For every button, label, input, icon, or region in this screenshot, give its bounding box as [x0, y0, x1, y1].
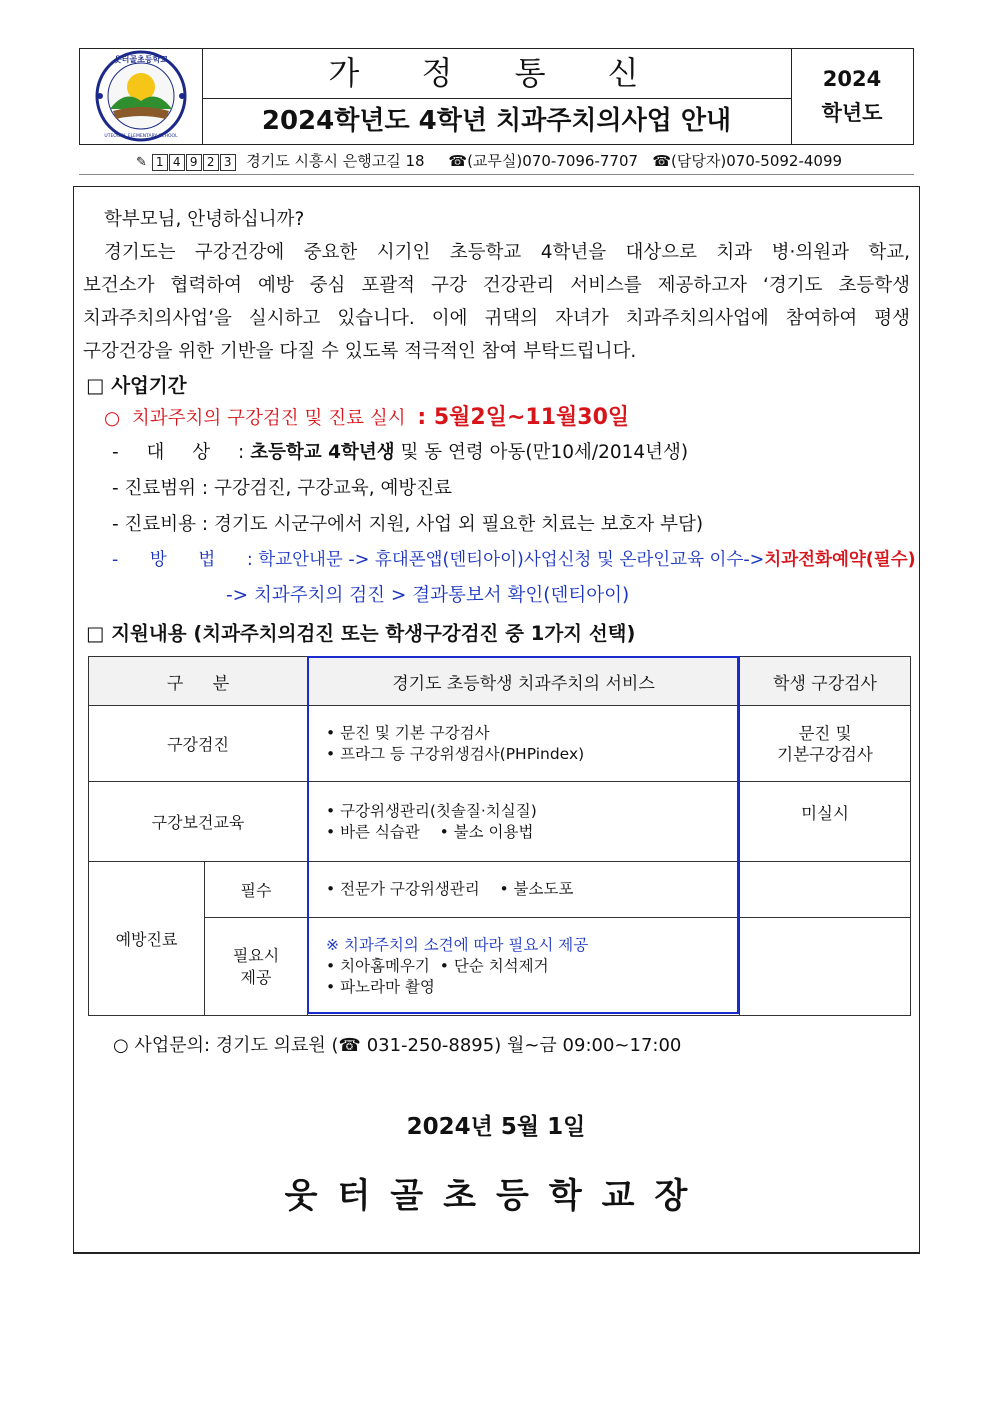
target-label: - 대 상 : [112, 442, 245, 463]
page-title: 가 정 통 신 [202, 49, 791, 99]
school-logo-icon [80, 49, 202, 144]
column-header-category: 구 분 [89, 657, 308, 706]
pen-icon: ✎ [136, 155, 147, 170]
optional-note: ※ 치과주치의 소견에 따라 필요시 제공 [326, 936, 589, 954]
greeting: 학부모님, 안녕하십니까? [104, 209, 305, 230]
postal-code [152, 152, 242, 170]
section-support-heading: □ 지원내용 (치과주치의검진 또는 학생구강검진 중 1가지 선택) [86, 622, 636, 645]
service-item: • 문진 및 기본 구강검사 [326, 723, 490, 742]
period-label: 치과주치의 구강검진 및 진료 실시 [131, 408, 406, 429]
principal-signature: 웃터골초등학교장 [284, 1176, 708, 1216]
student-exam-cell [740, 706, 911, 782]
letter-date: 2024년 5월 1일 [406, 1114, 586, 1140]
method-line-2: -> 치과주치의 검진 > 결과통보서 확인(덴티아이) [226, 585, 630, 606]
circle-bullet: ○ [104, 408, 121, 429]
inquiry-line: ○ 사업문의: 경기도 의료원 (☎ 031-250-8895) 월~금 09:00~17:00 [113, 1035, 682, 1056]
row-label-prevention: 예방진료 [89, 862, 205, 1016]
service-item: • 바른 식습관 • 불소 이용법 [326, 822, 534, 841]
prevention-required-service: • 전문가 구강위생관리 • 불소도포 [308, 862, 740, 918]
school-year-suffix: 학년도 [821, 101, 883, 125]
intro-line-2: 보건소가 협력하여 예방 중심 포괄적 구강 건강관리 서비스를 제공하고자 ‘경기도 초등학생 [83, 275, 910, 296]
address-line [136, 150, 842, 171]
logo-text-top: 웃터골초등학교 [113, 55, 169, 64]
target-rest: 및 동 연령 아동(만10세/2014년생) [400, 442, 689, 463]
prevention-optional-service [308, 918, 740, 1016]
intro-line-3: 치과주치의사업’을 실시하고 있습니다. 이에 귀댁의 자녀가 치과주치의사업에 참여하여 평생 [83, 308, 910, 329]
row-label-exam: 구강검진 [89, 706, 308, 782]
method-line [112, 546, 916, 571]
row-label-education: 구강보건교육 [89, 782, 308, 862]
method-label: - 방 법 : [112, 550, 253, 570]
school-year-number: 2024 [822, 67, 882, 91]
logo-text-bottom: UTEOGOL ELEMENTARY SCHOOL [104, 134, 178, 139]
manager-phone: ☎(담당자)070-5092-4099 [652, 152, 843, 170]
empty-cell [740, 918, 911, 1016]
period-dates: : 5월2일~11월30일 [417, 405, 630, 430]
postal-digit: 4 [169, 154, 185, 171]
postal-digit: 3 [220, 154, 236, 171]
cost-line: - 진료비용 : 경기도 시군구에서 지원, 사업 외 필요한 치료는 보호자 부담) [112, 514, 704, 535]
postal-digit: 1 [152, 154, 168, 171]
student-education-cell: 미실시 [740, 782, 911, 862]
target-line [112, 438, 688, 464]
header-box [79, 48, 914, 145]
period-line [104, 400, 629, 431]
intro-line-1: 경기도는 구강건강에 중요한 시기인 초등학교 4학년을 대상으로 치과 병·의원과 학교, [104, 242, 910, 263]
table-row [89, 782, 911, 862]
prevention-required-label: 필수 [205, 862, 308, 918]
postal-digit: 9 [186, 154, 202, 171]
intro-paragraph [83, 203, 910, 368]
column-header-student-exam: 학생 구강검사 [740, 657, 911, 706]
table-row [89, 706, 911, 782]
header-divider [79, 174, 914, 175]
school-logo [80, 49, 203, 144]
service-item: • 구강위생관리(칫솔질·치실질) [326, 801, 537, 820]
empty-cell [740, 862, 911, 918]
column-header-dental-service: 경기도 초등학생 치과주치의 서비스 [308, 657, 740, 706]
target-grade: 초등학교 4학년생 [250, 442, 395, 463]
intro-line-4: 구강건강을 위한 기반을 다질 수 있도록 적극적인 참여 부탁드립니다. [83, 341, 637, 362]
service-education [308, 782, 740, 862]
scope-line: - 진료범위 : 구강검진, 구강교육, 예방진료 [112, 478, 453, 499]
method-required: 치과전화예약(필수) [764, 550, 916, 570]
service-item: • 치아홈메우기 • 단순 치석제거 [326, 957, 549, 975]
postal-digit: 2 [203, 154, 219, 171]
section-period-heading: □ 사업기간 [86, 374, 187, 397]
student-exam-line: 문진 및 [798, 723, 852, 743]
service-item: • 프라그 등 구강위생검사(PHPindex) [326, 744, 585, 763]
optional-label-line: 제공 [240, 967, 272, 987]
school-year [791, 49, 913, 144]
table-row [89, 918, 911, 1016]
school-address: 경기도 시흥시 은행고길 18 [246, 152, 425, 170]
service-item: • 파노라마 촬영 [326, 978, 435, 996]
table-row [89, 862, 911, 918]
prevention-optional-label [205, 918, 308, 1016]
method-text: 학교안내문 -> 휴대폰앱(덴티아이)사업신청 및 온라인교육 이수-> [258, 550, 765, 570]
service-exam [308, 706, 740, 782]
optional-label-line: 필요시 [232, 945, 280, 965]
header-title-area [202, 49, 792, 144]
page-subtitle: 2024학년도 4학년 치과주치의사업 안내 [261, 106, 732, 136]
support-table [88, 656, 911, 1016]
office-phone: ☎(교무실)070-7096-7707 [448, 152, 639, 170]
student-exam-line: 기본구강검사 [777, 744, 873, 764]
